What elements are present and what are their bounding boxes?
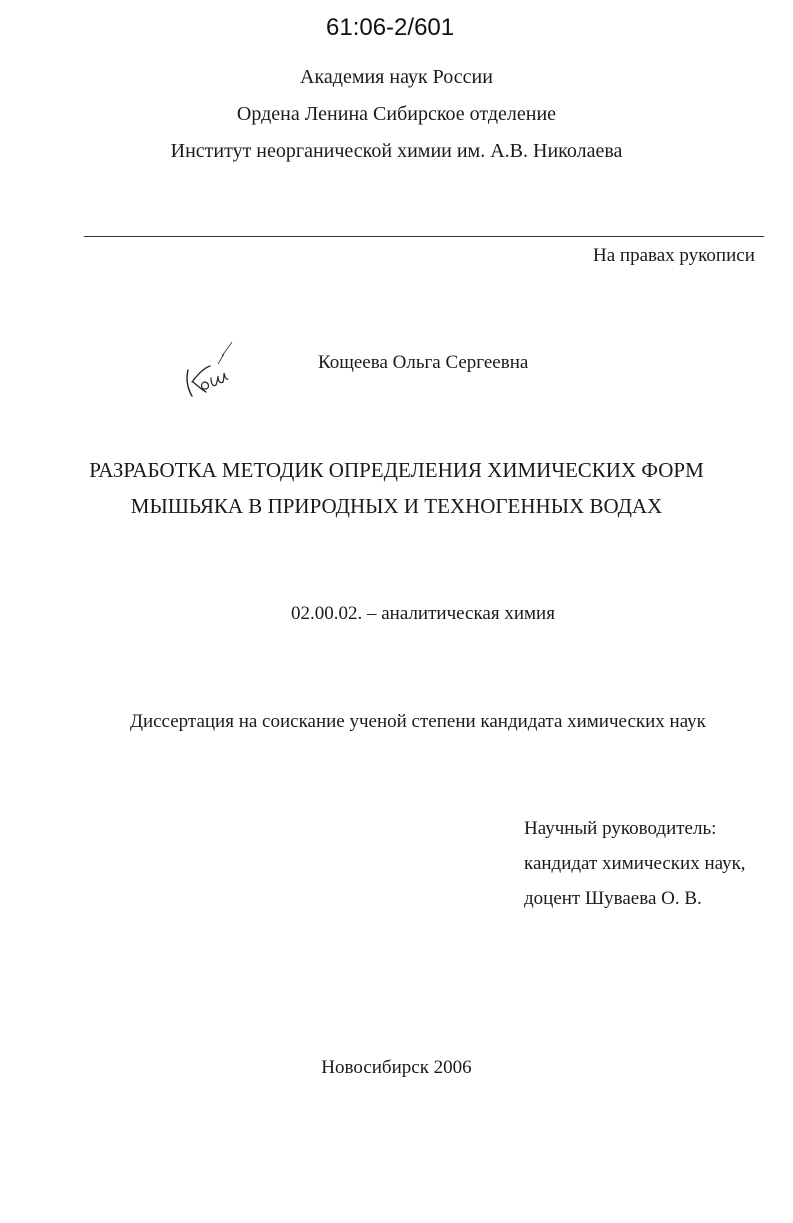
handwritten-signature-icon [178, 338, 234, 400]
advisor-name: доцент Шуваева О. В. [524, 888, 702, 909]
institute-name: Институт неорганической химии им. А.В. Николаева [170, 140, 623, 162]
thesis-title-line-1: РАЗРАБОТКА МЕТОДИК ОПРЕДЕЛЕНИЯ ХИМИЧЕСКИХ ФОРМ [89, 458, 704, 482]
place-and-year: Новосибирск 2006 [321, 1057, 472, 1078]
thesis-title-line-2: МЫШЬЯКА В ПРИРОДНЫХ И ТЕХНОГЕННЫХ ВОДАХ [130, 494, 663, 518]
catalog-number: 61:06-2/601 [326, 14, 455, 41]
branch-name: Ордена Ленина Сибирское отделение [236, 103, 557, 125]
header-divider [84, 236, 764, 237]
advisor-degree: кандидат химических наук, [524, 853, 746, 874]
dissertation-type: Диссертация на соискание ученой степени кандидата химических наук [130, 711, 706, 732]
advisor-heading: Научный руководитель: [524, 818, 717, 839]
academy-name: Академия наук России [300, 66, 493, 88]
author-name: Кощеева Ольга Сергеевна [318, 352, 529, 373]
manuscript-rights-note: На правах рукописи [593, 245, 755, 266]
specialty-code: 02.00.02. – аналитическая химия [291, 603, 555, 624]
